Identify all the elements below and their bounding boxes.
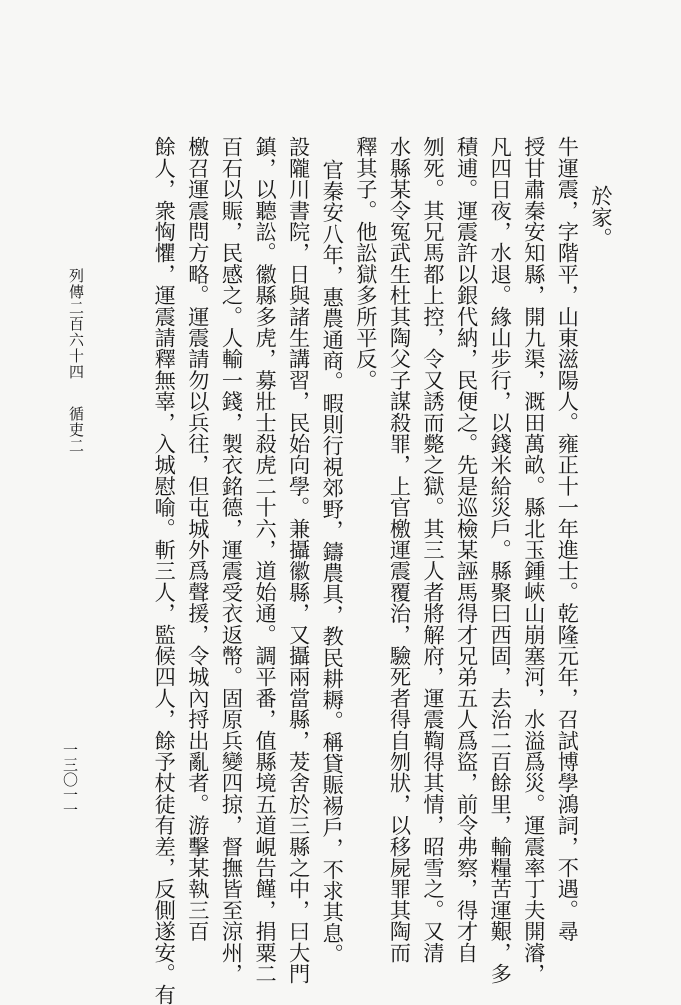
text-column: 餘人，衆恟懼，運震請釋無辜，入城慰喻。斬三人，監候四人，餘予杖徒有差，反側遂安。有 — [152, 136, 178, 1005]
text-column: 刎死。其兄馬都上控，令又誘而斃之獄。其三人者將解府，運震鞫得其情，昭雪之。又清 — [421, 136, 447, 963]
text-column: 授甘肅秦安知縣，開九渠，溉田萬畝。縣北玉鍾峽山崩塞河，水溢爲災。運震率丁夫開濬， — [521, 136, 547, 984]
text-column: 水縣某令冤武生杜其陶父子謀殺罪，上官檄運震覆治，驗死者得自刎狀，以移屍罪其陶而 — [387, 136, 413, 963]
text-column: 釋其子。他訟獄多所平反。 — [353, 136, 379, 391]
running-header — [66, 268, 86, 454]
text-column: 積逋。運震許以銀代納，民便之。先是巡檢某誣馬得才兄弟五人爲盜，前令弗察，得才自 — [454, 136, 480, 963]
text-column: 牛運震，字階平，山東滋陽人。雍正十一年進士。乾隆元年，召試博學鴻詞，不遇。尋 — [555, 136, 581, 942]
text-column: 官秦安八年，惠農通商。暇則行視郊野，鑄農具，教民耕耨。稱貸賑裼戶，不求其息。 — [320, 159, 346, 965]
main-text — [98, 136, 618, 1005]
text-column: 凡四日夜，水退。緣山步行，以錢米給災戶。縣聚曰西固，去治二百餘里，輸糧苦運艱，多 — [488, 136, 514, 984]
text-column: 設隴川書院，日與諸生講習，民始向學。兼攝徽縣，又攝兩當縣，茇舍於三縣之中，曰大門 — [286, 136, 312, 984]
section-title: 列傳二百六十四 — [67, 268, 85, 380]
page-number: 一三〇一一 — [61, 742, 79, 817]
text-column: 於家。 — [589, 184, 614, 249]
text-column: 百石以賑，民感之。人輸一錢，製衣銘德，運震受衣返幣。固原兵變四掠，督撫皆至涼州， — [219, 136, 245, 984]
subsection-title: 循吏二 — [67, 406, 85, 454]
text-column: 檄召運震問方略。運震請勿以兵往，但屯城外爲聲援，令城內捋出亂者。游擊某執三百 — [185, 136, 211, 942]
text-column: 鎮，以聽訟。徽縣多虎，募壯士殺虎二十六，道始通。調平番，值縣境五道峴告饉，捐粟二 — [253, 136, 279, 984]
